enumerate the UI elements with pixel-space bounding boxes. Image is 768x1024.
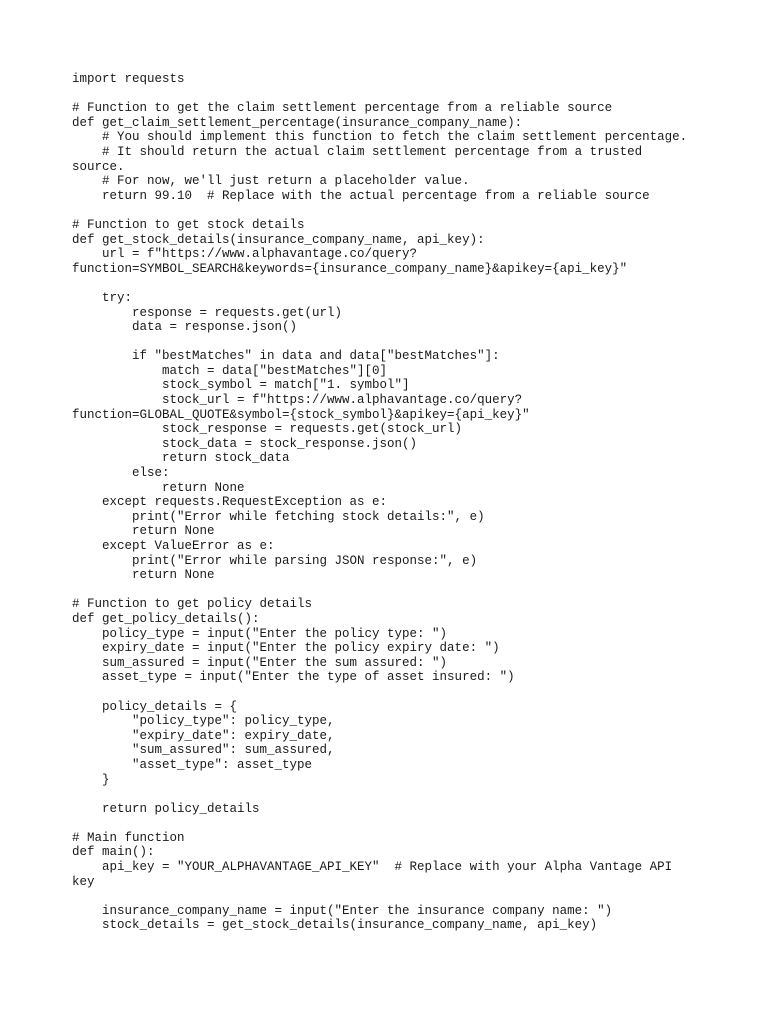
- code-line: response = requests.get(url): [72, 305, 343, 320]
- code-line: url = f"https://www.alphavantage.co/query?: [72, 247, 418, 262]
- code-line: return None: [72, 568, 215, 583]
- code-line: return None: [72, 524, 215, 539]
- code-line: expiry_date = input("Enter the policy expiry date: "): [72, 641, 500, 656]
- code-line: stock_details = get_stock_details(insurance_company_name, api_key): [72, 918, 598, 933]
- code-line: "asset_type": asset_type: [72, 757, 313, 772]
- code-line: else:: [72, 466, 170, 481]
- code-line: sum_assured = input("Enter the sum assured: "): [72, 655, 448, 670]
- code-line: match = data["bestMatches"][0]: [72, 363, 388, 378]
- code-line: # For now, we'll just return a placeholder value.: [72, 174, 470, 189]
- code-line: except requests.RequestException as e:: [72, 495, 388, 510]
- code-line: policy_details = {: [72, 699, 238, 714]
- code-line: # Function to get stock details: [72, 217, 305, 232]
- code-line: def get_policy_details():: [72, 611, 260, 626]
- code-line: # It should return the actual claim settlement percentage from a trusted: [72, 144, 643, 159]
- code-line: asset_type = input("Enter the type of asset insured: "): [72, 670, 515, 685]
- code-line: stock_url = f"https://www.alphavantage.co/query?: [72, 393, 523, 408]
- code-line: [72, 203, 712, 218]
- code-line: return 99.10 # Replace with the actual percentage from a reliable source: [72, 188, 650, 203]
- code-line: return stock_data: [72, 451, 290, 466]
- code-line: stock_symbol = match["1. symbol"]: [72, 378, 410, 393]
- code-line: [72, 816, 712, 831]
- code-line: [72, 685, 712, 700]
- code-line: # Function to get the claim settlement percentage from a reliable source: [72, 101, 613, 116]
- code-line: return policy_details: [72, 801, 260, 816]
- code-line: [72, 276, 712, 291]
- code-line: # Function to get policy details: [72, 597, 313, 612]
- code-line: }: [72, 772, 110, 787]
- code-line: [72, 889, 712, 904]
- code-line: import requests: [72, 72, 185, 86]
- code-line: function=SYMBOL_SEARCH&keywords={insurance_company_name}&apikey={api_key}": [72, 261, 628, 276]
- code-line: stock_response = requests.get(stock_url): [72, 422, 463, 437]
- code-line: "expiry_date": expiry_date,: [72, 728, 335, 743]
- code-line: # You should implement this function to fetch the claim settlement percentage.: [72, 130, 688, 145]
- code-line: try:: [72, 290, 133, 305]
- code-line: data = response.json(): [72, 320, 298, 335]
- code-line: api_key = "YOUR_ALPHAVANTAGE_API_KEY" # Replace with your Alpha Vantage API: [72, 860, 673, 875]
- code-line: print("Error while fetching stock details:", e): [72, 509, 485, 524]
- code-line: policy_type = input("Enter the policy type: "): [72, 626, 448, 641]
- code-line: insurance_company_name = input("Enter the insurance company name: "): [72, 903, 613, 918]
- code-line: print("Error while parsing JSON response:", e): [72, 553, 478, 568]
- code-line: key: [72, 874, 95, 889]
- code-line: [72, 87, 712, 102]
- code-line: function=GLOBAL_QUOTE&symbol={stock_symbol}&apikey={api_key}": [72, 407, 530, 422]
- code-line: [72, 335, 712, 350]
- code-line: except ValueError as e:: [72, 539, 275, 553]
- code-line: [72, 583, 712, 598]
- code-line: def main():: [72, 845, 155, 860]
- code-line: if "bestMatches" in data and data["bestMatches"]:: [72, 349, 500, 364]
- code-line: def get_stock_details(insurance_company_name, api_key):: [72, 232, 485, 247]
- code-line: source.: [72, 159, 125, 174]
- code-line: "policy_type": policy_type,: [72, 714, 335, 729]
- code-block: [72, 72, 712, 933]
- code-line: [72, 787, 712, 802]
- code-line: def get_claim_settlement_percentage(insurance_company_name):: [72, 115, 523, 130]
- code-line: return None: [72, 480, 245, 495]
- code-line: stock_data = stock_response.json(): [72, 436, 418, 451]
- code-line: # Main function: [72, 830, 185, 845]
- code-line: "sum_assured": sum_assured,: [72, 743, 335, 758]
